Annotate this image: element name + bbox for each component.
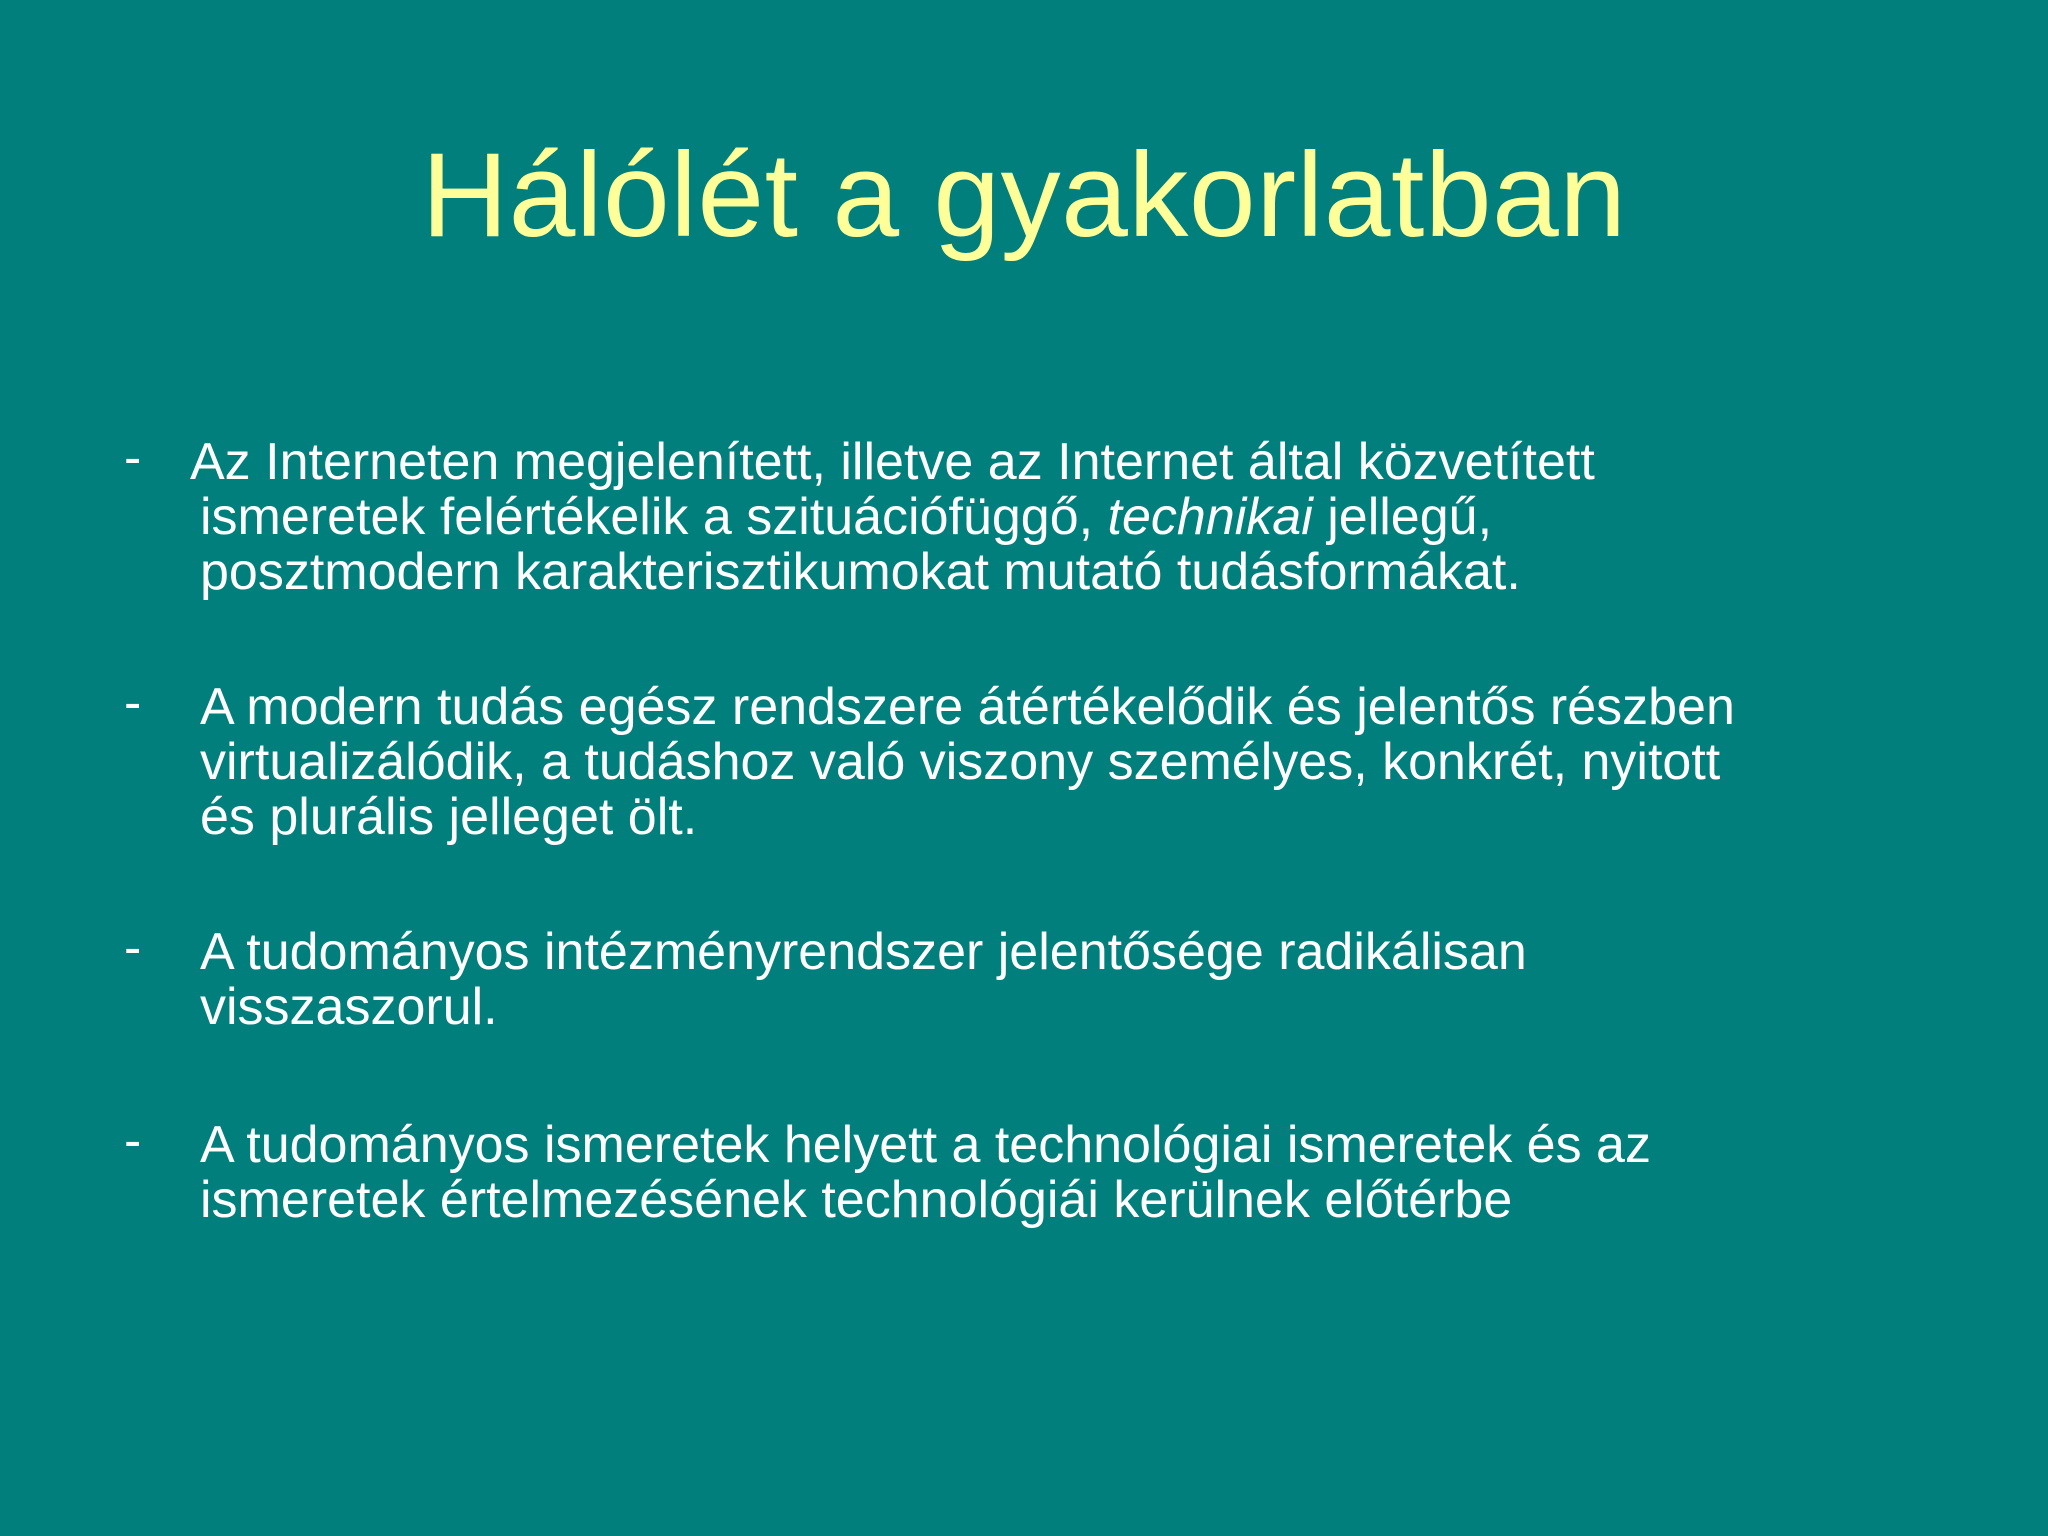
bullet-line: A tudományos ismeretek helyett a technológiai ismeretek és az [200,1116,1651,1174]
bullet-dash: - [124,429,142,487]
bullet-line: virtualizálódik, a tudáshoz való viszony személyes, konkrét, nyitott [200,733,1721,791]
bullet-text [190,433,1960,601]
bullet-line: és plurális jelleget ölt. [200,788,698,846]
bullet-line-emphasis: technikai [1107,488,1313,546]
bullet-line-part: ismeretek felértékelik a szituációfüggő, [200,488,1108,546]
bullet-line: visszaszorul. [200,978,498,1036]
bullet-line: A tudományos intézményrendszer jelentősége radikálisan [200,923,1527,981]
bullet-dash: - [124,1112,142,1170]
bullet-text [200,925,1960,1035]
bullet-line [200,490,1960,545]
bullet-line: Az Interneten megjelenített, illetve az Internet által közvetített [190,433,1595,491]
bullet-text [200,1118,1960,1228]
bullet-line: ismeretek értelmezésének technológiái kerülnek előtérbe [200,1171,1513,1229]
bullet-line-part: jellegű, [1312,488,1493,546]
bullet-dash: - [124,674,142,732]
bullet-dash: - [124,919,142,977]
slide-title: Hálólét a gyakorlatban [421,128,1627,262]
bullet-line: posztmodern karakterisztikumokat mutató tudásformákat. [200,543,1521,601]
bullet-line: A modern tudás egész rendszere átértékelődik és jelentős részben [200,678,1735,736]
bullet-text [200,680,1960,845]
